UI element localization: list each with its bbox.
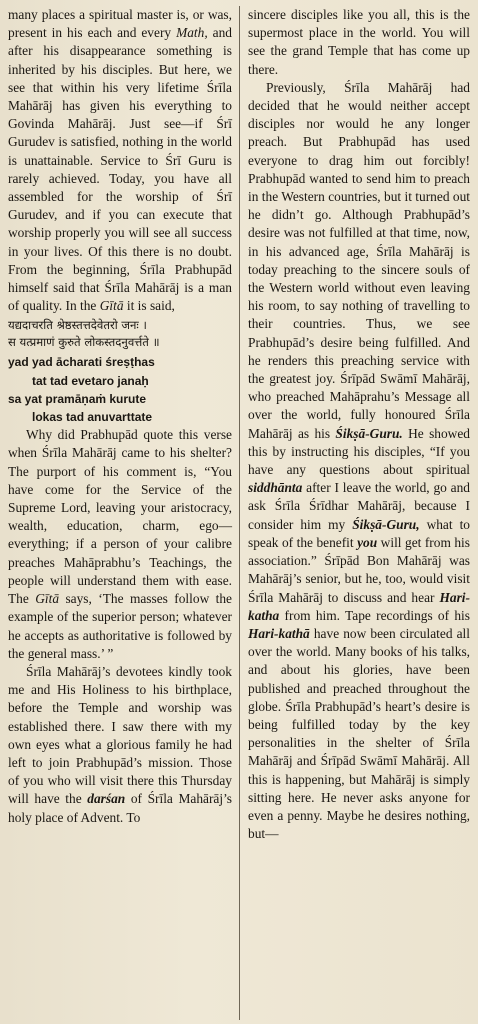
sanskrit-line: यद्यदाचरति श्रेष्ठस्तत्तदेवेतरो जनः । — [8, 318, 147, 333]
paragraph — [248, 79, 470, 844]
verse-line: sa yat pramāṇaṁ kurute — [8, 391, 147, 406]
paragraph — [8, 663, 232, 827]
verse-line: tat tad evetaro janaḥ — [32, 373, 149, 388]
column-divider — [239, 6, 240, 1020]
text: it is said, — [123, 298, 175, 314]
text: will get from his association.” Śrīpād Bon Mahārāj was Mahārāj’s senior, but he, too, would visit Śrīla Mahārāj to discuss and hear — [248, 534, 470, 605]
right-column — [248, 6, 470, 1020]
verse-line: lokas tad anuvarttate — [32, 410, 153, 425]
italic-term: Hari-kathā — [248, 625, 310, 641]
text: He showed this by instructing his disciples, “If you have any questions about spiritual — [248, 425, 470, 478]
sanskrit-verse — [8, 317, 232, 351]
italic-term: Hari-katha — [248, 589, 470, 623]
text: Śrīla Mahārāj’s devotees kindly took me and His Holiness to his birthplace, before the Temple and worship was established there. I saw there with my own eyes what a glorious family he had left to join Prabhupād’s mission. Those of you who will visit there this Thursday will have the — [8, 663, 232, 807]
italic-term: darśan — [87, 791, 126, 807]
italic-term: Śikṣā-Guru. — [335, 425, 403, 441]
paragraph — [8, 426, 232, 663]
text: from him. Tape recordings of his — [279, 607, 470, 623]
italic-term: siddhānta — [248, 480, 303, 496]
italic-term: Gītā — [35, 591, 60, 607]
transliterated-verse — [8, 353, 232, 426]
text: and after his disappearance something is inherited by his disciples. But here, we see that within his very lifetime Śrīla Mahārāj has given his everything to Govinda Mahārāj. Just see—if Śrī Gurudev is satisfied, nothing in the world is unattainable. Service to Śrī Guru is rarely achieved. Today, you have all assembled for the worship of Śrī Gurudev, and if you can execute that worship properly you will see all success in your lives. Of this there is no doubt. From the beginning, Śrīla Prabhupād himself said that Śrīla Mahārāj is a man of quality. In the — [8, 25, 232, 314]
paragraph: sincere disciples like you all, this is the supermost place in the world. You will see the grand Temple that has come up there. — [248, 7, 470, 77]
left-column — [8, 6, 232, 1020]
text: have now been circulated all over the world. Many books of his talks, and about his glories, have been published and preached throughout the globe. Śrīla Prabhupād’s heart’s desire is being fulfilled today by the key personalities in the shelter of Śrīla Mahārāj and Śrīpād Swāmī Mahārāj. All this is happening, but Mahārāj is simply sitting here. He never asks anyone for even a penny. Maybe he desires nothing, but— — [248, 625, 470, 842]
italic-term: you — [357, 534, 378, 550]
paragraph — [8, 6, 232, 315]
sanskrit-line: स यत्प्रमाणं कुरुते लोकस्तदनुवर्त्तते ॥ — [8, 335, 160, 350]
text: many places a spiritual master is, or was, present in his each and every — [8, 7, 232, 41]
text: says, ‘The masses follow the example of the superior person; whatever he accepts as authoritative is followed by the general mass.’ ” — [8, 591, 233, 661]
italic-term: Math, — [176, 25, 208, 41]
text: of Śrīla Mahārāj’s holy place of Advent. To — [8, 791, 233, 825]
text: Why did Prabhupād quote this verse when Śrīla Mahārāj came to his shelter? The purport of his comment is, “You have come for the Service of the Supreme Lord, leaving your aristocracy, wealth, education, charm, ego—everything; if a person of your calibre preaches Mahāprabhu’s Teachings, the people will understand them with ease. The — [8, 427, 232, 607]
text: after I leave the world, go and ask Śrīla Śrīdhar Mahārāj, because I consider him my — [248, 480, 470, 532]
text: what to speak of the benefit — [248, 516, 470, 550]
italic-term: Śikṣā-Guru, — [352, 516, 420, 532]
text: Previously, Śrīla Mahārāj had decided that he would neither accept disciples nor would he any longer preach. But Prabhupād has used everyone to drag him out forcibly! Prabhupād wanted to send him to preach in the Western countries, but it turned out he didn’t go. Although Prabhupād’s desire was not fulfilled at that time, now, in his advanced age, Śrīla Mahārāj is today preaching to the sincere souls of the Western world without even leaving his room, to say nothing of travelling to their countries. Thus, we see Prabhupād’s desire being fulfilled. And he renders this preaching service with the greatest joy. Śrīpād Swāmī Mahārāj, who preached Mahāprahu’s Message all over the world, fully honoured Śrīla Mahārāj as his — [248, 79, 470, 441]
italic-term: Gītā — [99, 298, 124, 314]
verse-line: yad yad ācharati śreṣṭhas — [8, 355, 155, 370]
